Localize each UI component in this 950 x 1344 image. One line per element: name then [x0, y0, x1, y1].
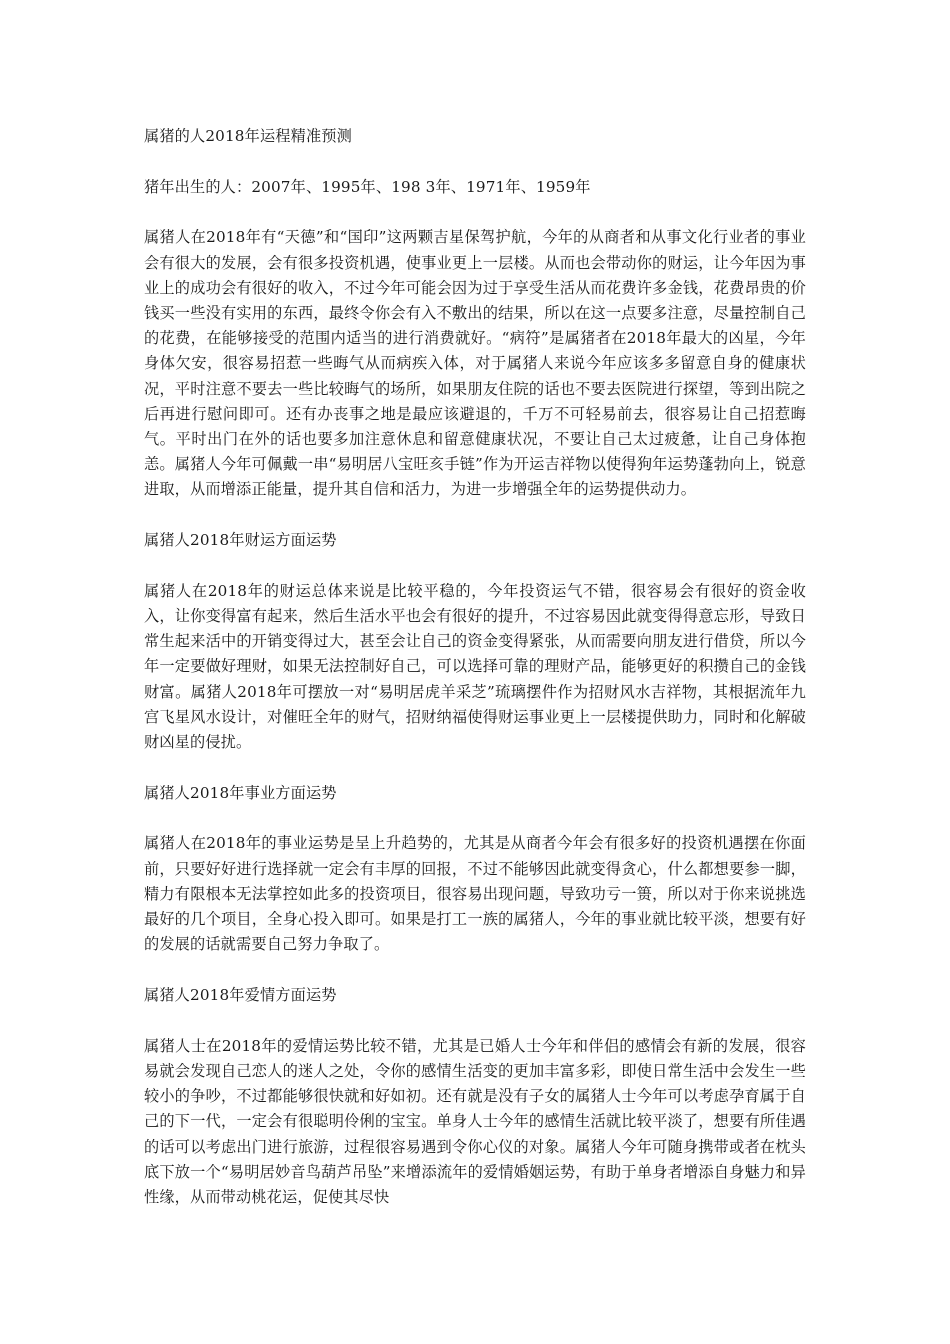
section-body-wealth: 属猪人在2018年的财运总体来说是比较平稳的，今年投资运气不错，很容易会有很好的资金收入，让你变得富有起来，然后生活水平也会有很好的提升，不过容易因此就变得得意忘形，导致日常生起来活中的开销变得过大，甚至会让自己的资金变得紧张，从而需要向朋友进行借贷，所以今年一定要做好理财，如果无法控制好自己，可以选择可靠的理财产品，能够更好的积攒自己的金钱财富。属猪人2018年可摆放一对“易明居虎羊采芝”琉璃摆件作为招财风水吉祥物，其根据流年九宫飞星风水设计，对催旺全年的财气，招财纳福使得财运事业更上一层楼提供助力，同时和化解破财凶星的侵扰。: [144, 581, 806, 752]
section-heading-career: 属猪人2018年事业方面运势: [144, 783, 337, 802]
intro-paragraph: 属猪人在2018年有“天德”和“国印”这两颗吉星保驾护航，今年的从商者和从事文化行业者的事业会有很大的发展，会有很多投资机遇，使事业更上一层楼。从而也会带动你的财运，让今年因为事业上的成功会有很好的收入，不过今年可能会因为过于享受生活从而花费许多金钱，花费昂贵的价钱买一些没有实用的东西，最终令你会有入不敷出的结果，所以在这一点要多注意，尽量控制自己的花费，在能够接受的范围内适当的进行消费就好。“病符”是属猪者在2018年最大的凶星，今年身体欠安，很容易招惹一些晦气从而病疾入体，对于属猪人来说今年应该多多留意自身的健康状况，平时注意不要去一些比较晦气的场所，如果朋友住院的话也不要去医院进行探望，等到出院之后再进行慰问即可。还有办丧事之地是最应该避退的，千万不可轻易前去，很容易让自己招惹晦气。平时出门在外的话也要多加注意休息和留意健康状况，不要让自己太过疲惫，让自己身体抱恙。属猪人今年可佩戴一串“易明居八宝旺亥手链”作为开运吉祥物以使得狗年运势蓬勃向上，锐意进取，从而增添正能量，提升其自信和活力，为进一步增强全年的运势提供动力。: [144, 228, 806, 499]
section-heading-love: 属猪人2018年爱情方面运势: [144, 985, 337, 1004]
section-body-love: 属猪人士在2018年的爱情运势比较不错，尤其是已婚人士今年和伴侣的感情会有新的发展，很容易就会发现自己恋人的迷人之处，令你的感情生活变的更加丰富多彩，即使日常生活中会发生一些较小的争吵，不过都能够很快就和好如初。还有就是没有子女的属猪人士今年可以考虑孕育属于自己的下一代，一定会有很聪明伶俐的宝宝。单身人士今年的感情生活就比较平淡了，想要有所佳遇的话可以考虑出门进行旅游，过程很容易遇到令你心仪的对象。属猪人今年可随身携带或者在枕头底下放一个“易明居妙音鸟葫芦吊坠”来增添流年的爱情婚姻运势，有助于单身者增添自身魅力和异性缘，从而带动桃花运，促使其尽快: [144, 1036, 806, 1206]
section-body-career: 属猪人在2018年的事业运势是呈上升趋势的，尤其是从商者今年会有很多好的投资机遇摆在你面前，只要好好进行选择就一定会有丰厚的回报，不过不能够因此就变得贪心，什么都想要参一脚，精力有限根本无法掌控如此多的投资项目，很容易出现问题，导致功亏一篑，所以对于你来说挑选最好的几个项目，全身心投入即可。如果是打工一族的属猪人，今年的事业就比较平淡，想要有好的发展的话就需要自己努力争取了。: [144, 834, 806, 954]
section-heading-wealth: 属猪人2018年财运方面运势: [144, 531, 337, 550]
document-body: [144, 124, 806, 1236]
birth-years-line: 猪年出生的人：2007年、1995年、198 3年、1971年、1959年: [144, 177, 591, 196]
document-title: 属猪的人2018年运程精准预测: [144, 127, 352, 145]
